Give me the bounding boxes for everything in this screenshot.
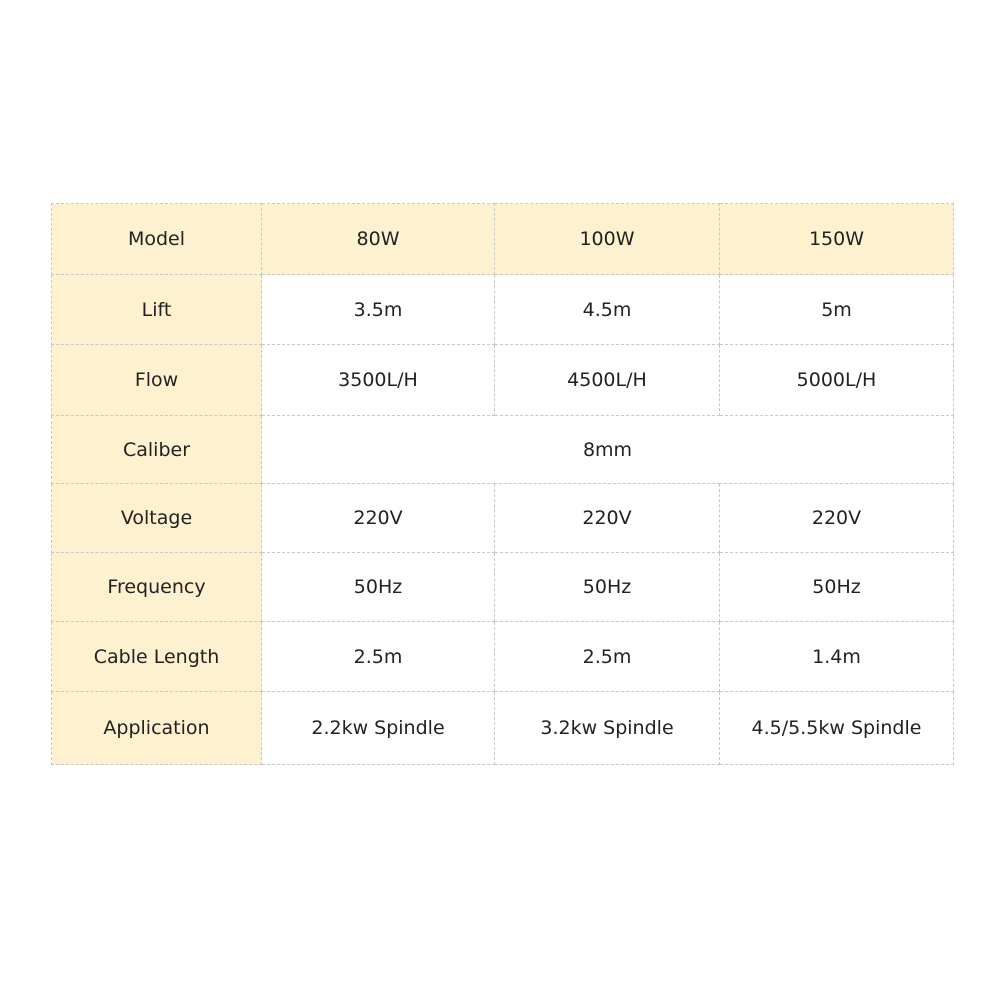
row-label: Lift [52,275,262,345]
row-label: Frequency [52,553,262,622]
spec-table [51,203,954,765]
table-cell: 3.5m [262,275,495,345]
table-row [52,484,954,553]
table-cell: 2.2kw Spindle [262,692,495,765]
table-cell: 220V [720,484,954,553]
table-cell: 50Hz [262,553,495,622]
table-row [52,275,954,345]
header-model-100w: 100W [495,204,720,275]
table-header-row [52,204,954,275]
table-row [52,622,954,692]
table-cell: 50Hz [495,553,720,622]
table-cell: 220V [495,484,720,553]
row-label: Flow [52,345,262,416]
header-label-cell: Model [52,204,262,275]
table-cell: 1.4m [720,622,954,692]
table-cell: 3500L/H [262,345,495,416]
table-cell: 50Hz [720,553,954,622]
table-row [52,553,954,622]
row-label: Application [52,692,262,765]
table-cell: 220V [262,484,495,553]
table-cell: 3.2kw Spindle [495,692,720,765]
row-label: Caliber [52,416,262,484]
table-cell: 2.5m [495,622,720,692]
header-model-80w: 80W [262,204,495,275]
row-label: Cable Length [52,622,262,692]
table-cell: 2.5m [262,622,495,692]
table-row [52,416,954,484]
table-cell: 5000L/H [720,345,954,416]
table-cell: 4500L/H [495,345,720,416]
merged-cell: 8mm [262,416,954,484]
table-cell: 5m [720,275,954,345]
table-row [52,345,954,416]
table-cell: 4.5/5.5kw Spindle [720,692,954,765]
header-model-150w: 150W [720,204,954,275]
table-row [52,692,954,765]
table-cell: 4.5m [495,275,720,345]
row-label: Voltage [52,484,262,553]
